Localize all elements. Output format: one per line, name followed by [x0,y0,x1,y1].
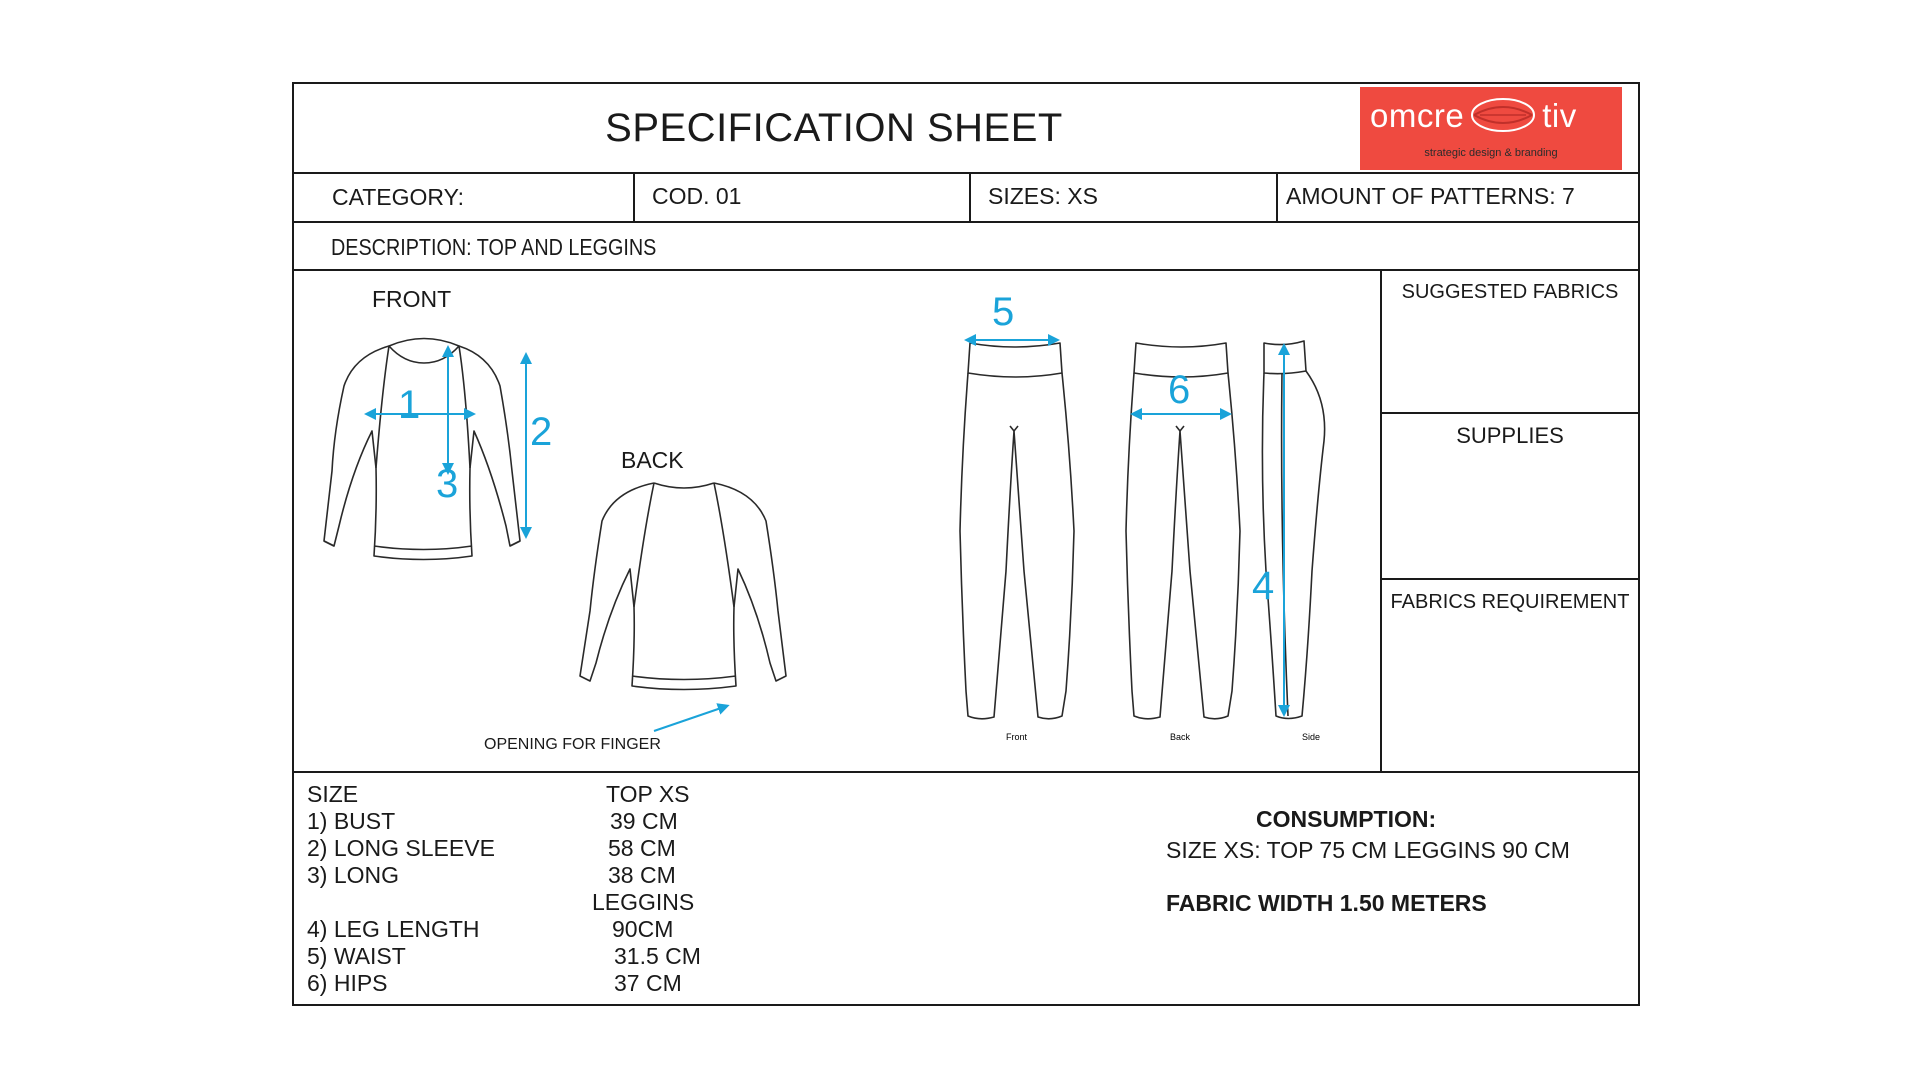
supplies-label: SUPPLIES [1456,423,1564,448]
measurement-value: 38 CM [608,862,676,888]
description-field: DESCRIPTION: TOP AND LEGGINS [331,234,657,260]
measurement-label: 4) LEG LENGTH [307,916,480,942]
crop-top-front-drawing [324,339,520,560]
finger-pointer-arrow [654,707,724,731]
logo-tagline: strategic design & branding [1424,147,1558,159]
divider [294,771,1638,773]
measurement-label: 1) BUST [307,808,396,834]
marker-3: 3 [436,462,459,506]
front-label: FRONT [372,286,452,312]
legging-view-front: Front [1006,732,1028,742]
code-field: COD. 01 [652,183,742,209]
consumption-line: SIZE XS: TOP 75 CM LEGGINS 90 CM [1166,837,1570,863]
logo-eye-icon [1468,95,1538,135]
marker-6: 6 [1168,368,1191,412]
measurement-value: 90CM [612,916,674,942]
logo-wordmark: omcre tiv [1370,97,1577,134]
divider [1380,578,1638,580]
legging-view-back: Back [1170,732,1191,742]
marker-2: 2 [530,410,553,454]
category-field: CATEGORY: [332,184,465,210]
consumption-title: CONSUMPTION: [1256,806,1437,832]
measurement-label: 3) LONG [307,862,400,888]
measurement-value: 37 CM [614,970,682,996]
sheet-title: SPECIFICATION SHEET [605,106,1063,150]
sizes-field: SIZES: XS [988,183,1098,209]
leggings-front-drawing [960,343,1074,719]
measurement-label: 5) WAIST [307,943,406,969]
brand-logo [1360,87,1622,170]
divider [294,172,1638,174]
finger-opening-note: OPENING FOR FINGER [484,736,661,753]
marker-1: 1 [398,383,421,427]
measurement-value: 39 CM [610,808,678,834]
marker-4: 4 [1252,564,1275,608]
legging-view-side: Side [1302,732,1321,742]
divider [294,221,1638,223]
fabric-width: FABRIC WIDTH 1.50 METERS [1166,890,1487,916]
fabrics-requirement-label: FABRICS REQUIREMENT [1390,591,1630,613]
size-header: SIZE [307,781,359,807]
leggins-header: LEGGINS [592,889,695,915]
measurement-label: 6) HIPS [307,970,388,996]
measurement-value: 31.5 CM [614,943,701,969]
top-header: TOP XS [606,781,690,807]
measurement-label: 2) LONG SLEEVE [307,835,495,861]
divider [1276,172,1278,221]
divider [1380,269,1382,771]
technical-drawing [294,271,1380,771]
marker-5: 5 [992,290,1015,334]
back-label: BACK [621,447,684,473]
patterns-field: AMOUNT OF PATTERNS: 7 [1286,183,1575,209]
leggings-side-drawing [1262,341,1324,719]
divider [969,172,971,221]
divider [1380,412,1638,414]
crop-top-back-drawing [580,483,786,690]
specification-sheet [292,82,1640,1006]
divider [633,172,635,221]
measurement-value: 58 CM [608,835,676,861]
suggested-fabrics-label: SUGGESTED FABRICS [1401,281,1619,303]
